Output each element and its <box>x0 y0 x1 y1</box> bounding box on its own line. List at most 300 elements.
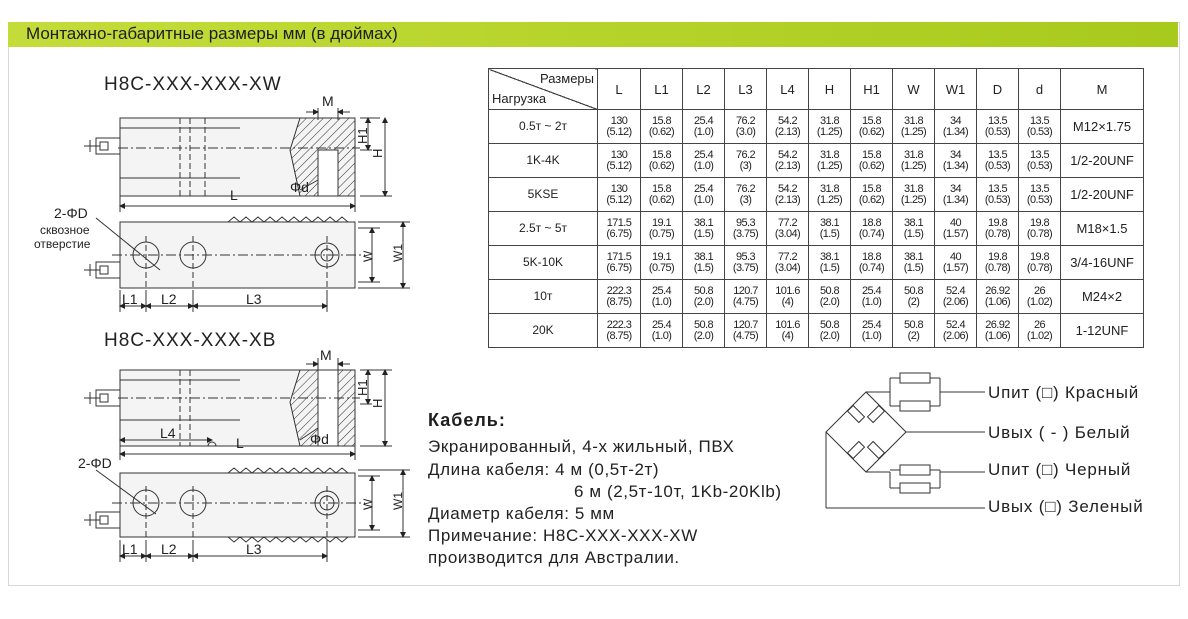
value-cell <box>977 144 1019 178</box>
table-header-row <box>489 69 1144 110</box>
value-inch: (1.34) <box>942 125 969 138</box>
value-inch: (0.53) <box>1026 193 1053 206</box>
value-cell <box>935 178 977 212</box>
value-inch: (0.53) <box>1026 159 1053 172</box>
column-header: H1 <box>851 69 893 110</box>
value-mm: 50.8 <box>903 318 923 331</box>
model-label-xw: H8C-XXX-XXX-XW <box>104 74 282 95</box>
value-inch: (0.62) <box>858 193 885 206</box>
value-mm: 40 <box>949 250 962 263</box>
column-header: L3 <box>725 69 767 110</box>
value-mm: 13.5 <box>1029 114 1049 127</box>
value-cell <box>725 280 767 314</box>
value-cell <box>767 212 809 246</box>
dim-m-top: M <box>322 93 334 109</box>
value-cell <box>893 178 935 212</box>
value-inch: (1.25) <box>816 125 843 138</box>
value-cell <box>767 314 809 348</box>
value-mm: 101.6 <box>775 284 800 297</box>
value-inch: (1.0) <box>861 295 882 308</box>
value-cell <box>893 212 935 246</box>
load-cell: 1K-4K <box>489 144 598 178</box>
dim-w-top: W <box>361 250 375 262</box>
value-mm: 19.8 <box>987 216 1007 229</box>
load-cell: 10т <box>489 280 598 314</box>
value-inch: (8.75) <box>606 329 632 342</box>
value-cell <box>641 280 683 314</box>
value-cell <box>683 144 725 178</box>
value-inch: (0.62) <box>648 193 675 206</box>
value-inch: (1.5) <box>693 227 714 240</box>
value-mm: 26 <box>1033 318 1046 331</box>
value-cell <box>683 246 725 280</box>
dim-phid-top: Φd <box>290 179 309 195</box>
value-mm: 120.7 <box>733 284 758 297</box>
value-cell <box>809 314 851 348</box>
thread-cell: 1/2-20UNF <box>1061 178 1144 212</box>
value-cell <box>893 246 935 280</box>
column-header: L2 <box>683 69 725 110</box>
value-inch: (1.34) <box>942 193 969 206</box>
value-mm: 50.8 <box>693 318 713 331</box>
value-mm: 18.8 <box>861 250 881 263</box>
value-inch: (3.0) <box>735 125 756 138</box>
dim-l3-bottom: L3 <box>246 541 262 557</box>
value-cell <box>809 280 851 314</box>
value-inch: (0.78) <box>1026 227 1053 240</box>
value-cell <box>1019 178 1061 212</box>
value-inch: (0.78) <box>984 261 1011 274</box>
value-inch: (1.5) <box>903 261 924 274</box>
dim-w1-top: W1 <box>391 244 405 262</box>
thread-cell: 1/2-20UNF <box>1061 144 1144 178</box>
value-inch: (4.75) <box>732 295 759 308</box>
cable-line-5: Примечание: H8C-XXX-XXX-XW <box>428 526 698 545</box>
value-cell <box>935 212 977 246</box>
value-cell <box>683 110 725 144</box>
value-cell <box>641 178 683 212</box>
value-inch: (2.06) <box>942 329 969 342</box>
value-mm: 54.2 <box>777 148 797 161</box>
column-header: W <box>893 69 935 110</box>
value-mm: 50.8 <box>819 318 839 331</box>
model-label-xb: H8C-XXX-XXX-XB <box>104 330 277 351</box>
value-inch: (1.57) <box>942 261 969 274</box>
value-cell <box>935 280 977 314</box>
value-cell <box>809 178 851 212</box>
value-mm: 25.4 <box>861 284 881 297</box>
value-mm: 31.8 <box>903 182 923 195</box>
dim-h1-top: H1 <box>355 127 370 144</box>
value-inch: (4.75) <box>732 329 759 342</box>
load-cell: 5K-10K <box>489 246 598 280</box>
dim-l2-top: L2 <box>161 291 177 307</box>
wire-label-red: Uпит (□) Красный <box>988 383 1140 402</box>
value-cell <box>1019 212 1061 246</box>
thread-cell: M24×2 <box>1061 280 1144 314</box>
value-inch: (2.13) <box>774 193 801 206</box>
value-cell <box>1019 314 1061 348</box>
value-inch: (1.5) <box>819 227 840 240</box>
value-cell <box>977 314 1019 348</box>
corner-label-dimensions: Размеры <box>539 71 594 86</box>
value-mm: 34 <box>949 182 962 195</box>
value-mm: 15.8 <box>861 182 881 195</box>
value-mm: 19.8 <box>1029 250 1049 263</box>
value-mm: 25.4 <box>693 182 713 195</box>
value-mm: 171.5 <box>606 216 632 229</box>
column-header: L4 <box>767 69 809 110</box>
column-header: L1 <box>641 69 683 110</box>
value-inch: (0.78) <box>984 227 1011 240</box>
value-inch: (1.5) <box>693 261 714 274</box>
value-cell <box>851 280 893 314</box>
value-inch: (1.34) <box>942 159 969 172</box>
value-mm: 31.8 <box>819 114 839 127</box>
cable-line-6: производится для Австралии. <box>428 548 680 567</box>
value-mm: 76.2 <box>735 114 755 127</box>
value-mm: 31.8 <box>819 148 839 161</box>
value-mm: 38.1 <box>819 250 839 263</box>
wire-label-green: Uвых (□) Зеленый <box>988 497 1144 516</box>
value-cell <box>851 314 893 348</box>
dim-w1-bottom: W1 <box>391 492 405 510</box>
value-mm: 31.8 <box>903 114 923 127</box>
table-row <box>489 314 1144 348</box>
dim-m-bottom: M <box>320 347 332 363</box>
value-inch: (0.62) <box>648 159 675 172</box>
column-header: H <box>809 69 851 110</box>
value-mm: 25.4 <box>693 148 713 161</box>
value-cell <box>893 144 935 178</box>
table-row <box>489 280 1144 314</box>
value-mm: 50.8 <box>819 284 839 297</box>
value-inch: (4) <box>781 295 794 308</box>
value-mm: 101.6 <box>775 318 800 331</box>
cable-line-3: 6 м (2,5т-10т, 1Kb-20Klb) <box>574 482 782 501</box>
value-inch: (2.0) <box>819 295 840 308</box>
load-cell: 0.5т ~ 2т <box>489 110 598 144</box>
value-mm: 52.4 <box>945 318 965 331</box>
value-cell <box>809 110 851 144</box>
value-cell <box>851 212 893 246</box>
value-mm: 13.5 <box>987 148 1007 161</box>
value-mm: 38.1 <box>903 250 923 263</box>
value-cell <box>851 144 893 178</box>
value-cell <box>598 280 641 314</box>
hole-note-line1: сквозное <box>40 223 90 237</box>
value-cell <box>598 110 641 144</box>
load-cell: 2.5т ~ 5т <box>489 212 598 246</box>
value-mm: 120.7 <box>733 318 758 331</box>
value-inch: (1.06) <box>984 295 1011 308</box>
section-title: Монтажно-габаритные размеры мм (в дюймах) <box>26 24 398 43</box>
value-mm: 13.5 <box>1029 148 1049 161</box>
value-mm: 13.5 <box>1029 182 1049 195</box>
value-inch: (2.06) <box>942 295 969 308</box>
value-mm: 95.3 <box>735 250 755 263</box>
value-inch: (4) <box>781 329 794 342</box>
value-cell <box>683 314 725 348</box>
value-cell <box>683 280 725 314</box>
cable-line-4: Диаметр кабеля: 5 мм <box>428 504 615 523</box>
value-inch: (0.74) <box>858 227 885 240</box>
dim-h1-bottom: H1 <box>355 379 370 396</box>
value-mm: 34 <box>949 114 962 127</box>
value-cell <box>935 314 977 348</box>
value-cell <box>935 246 977 280</box>
value-cell <box>598 246 641 280</box>
value-cell <box>851 246 893 280</box>
thread-cell: 1-12UNF <box>1061 314 1144 348</box>
value-inch: (6.75) <box>606 227 632 240</box>
value-mm: 38.1 <box>693 216 713 229</box>
dim-l-bottom: L <box>236 435 244 451</box>
value-mm: 19.1 <box>651 250 671 263</box>
side-view-xw <box>84 108 392 212</box>
value-mm: 15.8 <box>651 182 671 195</box>
value-inch: (2) <box>907 329 920 342</box>
value-cell <box>977 280 1019 314</box>
value-mm: 15.8 <box>651 148 671 161</box>
value-mm: 15.8 <box>861 114 881 127</box>
value-mm: 13.5 <box>987 114 1007 127</box>
value-cell <box>893 110 935 144</box>
value-mm: 38.1 <box>903 216 923 229</box>
value-cell <box>641 246 683 280</box>
table-row <box>489 212 1144 246</box>
hole-note-line2: отверстие <box>34 237 91 251</box>
value-inch: (1.02) <box>1026 295 1053 308</box>
value-inch: (0.62) <box>858 159 885 172</box>
value-mm: 50.8 <box>693 284 713 297</box>
value-cell <box>1019 246 1061 280</box>
table-corner-cell <box>489 69 598 110</box>
value-cell <box>767 280 809 314</box>
wire-label-black: Uпит (□) Черный <box>988 460 1132 479</box>
cable-line-2: Длина кабеля: 4 м (0,5т-2т) <box>428 460 660 479</box>
dim-l1-top: L1 <box>122 291 138 307</box>
value-inch: (2.0) <box>693 329 714 342</box>
value-inch: (3.75) <box>732 261 759 274</box>
value-mm: 76.2 <box>735 148 755 161</box>
value-cell <box>977 178 1019 212</box>
value-mm: 222.3 <box>606 318 632 331</box>
value-inch: (1.0) <box>693 193 714 206</box>
value-mm: 19.1 <box>651 216 671 229</box>
value-inch: (1.25) <box>900 159 927 172</box>
value-inch: (3.04) <box>774 227 801 240</box>
value-inch: (1.0) <box>693 159 714 172</box>
value-mm: 31.8 <box>819 182 839 195</box>
value-cell <box>725 110 767 144</box>
value-mm: 19.8 <box>1029 216 1049 229</box>
value-mm: 77.2 <box>777 216 797 229</box>
value-mm: 25.4 <box>693 114 713 127</box>
value-inch: (1.5) <box>903 227 924 240</box>
value-cell <box>767 110 809 144</box>
value-cell <box>1019 280 1061 314</box>
column-header: L <box>598 69 641 110</box>
value-inch: (2.0) <box>819 329 840 342</box>
value-cell <box>809 212 851 246</box>
thread-cell: M12×1.75 <box>1061 110 1144 144</box>
value-mm: 26.92 <box>985 284 1010 297</box>
value-mm: 76.2 <box>735 182 755 195</box>
value-inch: (3) <box>739 159 752 172</box>
value-mm: 38.1 <box>693 250 713 263</box>
value-inch: (0.78) <box>1026 261 1053 274</box>
value-inch: (1.57) <box>942 227 969 240</box>
value-cell <box>977 110 1019 144</box>
value-inch: (1.02) <box>1026 329 1053 342</box>
value-mm: 130 <box>610 148 628 161</box>
value-mm: 19.8 <box>987 250 1007 263</box>
value-inch: (5.12) <box>606 193 632 206</box>
value-inch: (1.0) <box>693 125 714 138</box>
dim-l1-bottom: L1 <box>122 541 138 557</box>
value-mm: 40 <box>949 216 962 229</box>
value-cell <box>809 144 851 178</box>
value-inch: (0.75) <box>648 227 675 240</box>
value-cell <box>851 178 893 212</box>
value-cell <box>893 314 935 348</box>
dim-l4-bottom: L4 <box>160 425 176 441</box>
value-inch: (2.13) <box>774 125 801 138</box>
dim-l3-top: L3 <box>246 291 262 307</box>
value-cell <box>935 110 977 144</box>
value-cell <box>598 178 641 212</box>
table-row <box>489 144 1144 178</box>
cable-title: Кабель: <box>428 410 506 430</box>
value-inch: (0.62) <box>858 125 885 138</box>
value-cell <box>767 178 809 212</box>
value-mm: 34 <box>949 148 962 161</box>
value-cell <box>935 144 977 178</box>
value-mm: 31.8 <box>903 148 923 161</box>
column-header: D <box>977 69 1019 110</box>
dim-h-bottom: H <box>370 398 385 408</box>
value-cell <box>641 212 683 246</box>
dim-l-top: L <box>230 187 238 203</box>
value-mm: 130 <box>610 182 628 195</box>
dim-phid-bottom: Φd <box>310 431 329 447</box>
dimension-table <box>488 68 1144 348</box>
value-cell <box>725 144 767 178</box>
table-row <box>489 246 1144 280</box>
value-inch: (0.62) <box>648 125 675 138</box>
value-inch: (1.25) <box>816 159 843 172</box>
corner-label-load: Нагрузка <box>492 91 547 106</box>
value-cell <box>767 246 809 280</box>
load-cell: 20K <box>489 314 598 348</box>
hole-label-bottom: 2-ΦD <box>78 455 112 471</box>
value-mm: 25.4 <box>651 318 671 331</box>
value-inch: (1.25) <box>900 125 927 138</box>
value-inch: (1.0) <box>651 329 672 342</box>
wiring-diagram <box>826 373 985 508</box>
value-mm: 130 <box>610 114 628 127</box>
dim-w-bottom: W <box>361 498 375 510</box>
value-cell <box>767 144 809 178</box>
value-inch: (1.25) <box>816 193 843 206</box>
value-mm: 171.5 <box>606 250 632 263</box>
value-inch: (3.75) <box>732 227 759 240</box>
value-cell <box>598 212 641 246</box>
thread-cell: 3/4-16UNF <box>1061 246 1144 280</box>
value-mm: 26 <box>1033 284 1046 297</box>
value-inch: (1.5) <box>819 261 840 274</box>
value-mm: 222.3 <box>606 284 632 297</box>
value-cell <box>851 110 893 144</box>
value-cell <box>683 212 725 246</box>
value-mm: 38.1 <box>819 216 839 229</box>
value-cell <box>641 144 683 178</box>
cable-line-1: Экранированный, 4-х жильный, ПВХ <box>428 437 735 456</box>
hole-label-top: 2-ΦD <box>54 205 88 221</box>
value-mm: 52.4 <box>945 284 965 297</box>
value-inch: (1.0) <box>651 295 672 308</box>
value-inch: (6.75) <box>606 261 632 274</box>
value-cell <box>977 246 1019 280</box>
value-inch: (0.53) <box>984 193 1011 206</box>
value-cell <box>683 178 725 212</box>
value-inch: (5.12) <box>606 125 632 138</box>
value-cell <box>1019 144 1061 178</box>
value-cell <box>598 314 641 348</box>
dim-h-top: H <box>370 148 385 158</box>
table-row <box>489 110 1144 144</box>
value-inch: (1.25) <box>900 193 927 206</box>
value-cell <box>977 212 1019 246</box>
value-cell <box>641 314 683 348</box>
value-cell <box>893 280 935 314</box>
value-mm: 95.3 <box>735 216 755 229</box>
value-cell <box>809 246 851 280</box>
value-mm: 13.5 <box>987 182 1007 195</box>
value-inch: (0.74) <box>858 261 885 274</box>
value-cell <box>641 110 683 144</box>
value-cell <box>725 178 767 212</box>
value-inch: (2.0) <box>693 295 714 308</box>
value-inch: (8.75) <box>606 295 632 308</box>
load-cell: 5KSE <box>489 178 598 212</box>
value-cell <box>1019 110 1061 144</box>
value-inch: (1.0) <box>861 329 882 342</box>
value-cell <box>598 144 641 178</box>
value-mm: 15.8 <box>651 114 671 127</box>
value-mm: 77.2 <box>777 250 797 263</box>
value-inch: (2.13) <box>774 159 801 172</box>
value-inch: (0.53) <box>1026 125 1053 138</box>
column-header: M <box>1061 69 1144 110</box>
value-inch: (0.53) <box>984 159 1011 172</box>
value-mm: 26.92 <box>985 318 1010 331</box>
value-cell <box>725 212 767 246</box>
value-cell <box>725 314 767 348</box>
column-header: W1 <box>935 69 977 110</box>
value-inch: (5.12) <box>606 159 632 172</box>
dim-l2-bottom: L2 <box>161 541 177 557</box>
value-mm: 25.4 <box>651 284 671 297</box>
value-cell <box>725 246 767 280</box>
value-inch: (0.75) <box>648 261 675 274</box>
value-mm: 25.4 <box>861 318 881 331</box>
value-mm: 50.8 <box>903 284 923 297</box>
value-mm: 18.8 <box>861 216 881 229</box>
value-inch: (3) <box>739 193 752 206</box>
value-inch: (0.53) <box>984 125 1011 138</box>
